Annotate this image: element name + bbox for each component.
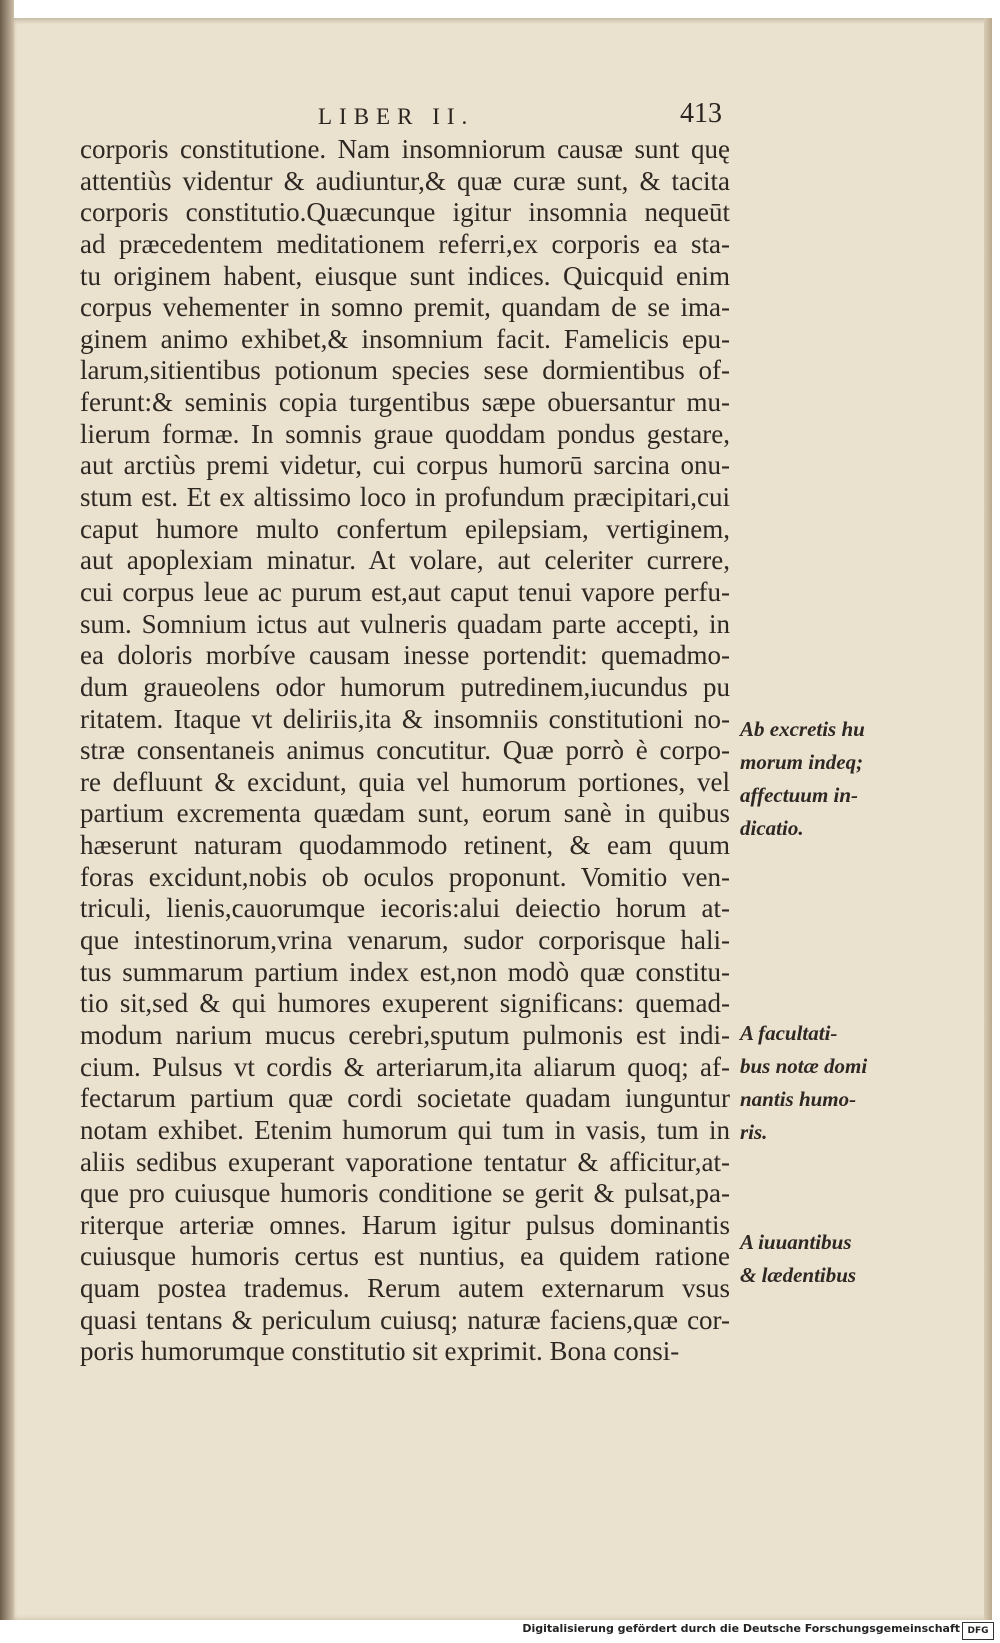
page-number: 413 <box>680 98 722 129</box>
text-line: triculi, lienis,cauorumque iecoris:alui deiectio horum at- <box>80 893 730 924</box>
text-line: corporis constitutione. Nam insomniorum causæ sunt quę <box>80 134 730 164</box>
text-line: attentiùs videntur & audiuntur,& quæ curæ sunt, & tacita <box>80 165 730 196</box>
text-line: re defluunt & excidunt, quia vel humorum portiones, vel <box>80 766 730 797</box>
running-head-title: LIBER II. <box>318 104 475 129</box>
marginal-note <box>740 1226 880 1292</box>
text-line: caput humore multo confertum epilepsiam, vertiginem, <box>80 513 730 544</box>
text-line: tio sit,sed & qui humores exuperent significans: quemad- <box>80 988 730 1019</box>
text-line: larum,sitientibus potionum species sese dormientibus of- <box>80 355 730 386</box>
text-line: stum est. Et ex altissimo loco in profundum præcipitari,cui <box>80 482 730 513</box>
text-line: cui corpus leue ac purum est,aut caput tenui vapore perfu- <box>80 576 730 607</box>
text-line: ginem animo exhibet,& insomnium facit. Famelicis epu- <box>80 323 730 354</box>
text-line: aliis sedibus exuperant vaporatione tentatur & afficitur,at- <box>80 1146 730 1177</box>
text-line: poris humorumque constitutio sit exprimit. Bona consi- <box>80 1336 680 1367</box>
text-line: fectarum partium quæ cordi societate quadam iunguntur <box>80 1083 730 1114</box>
dfg-logo-icon <box>962 1622 994 1640</box>
text-line: lierum formæ. In somnis graue quoddam pondus gestare, <box>80 418 730 449</box>
text-line: quam postea trademus. Rerum autem externarum vsus <box>80 1273 730 1304</box>
text-line: sum. Somnium ictus aut vulneris quadam parte accepti, in <box>80 608 730 639</box>
text-line: cuiusque humoris certus est nuntius, ea quidem ratione <box>80 1241 730 1272</box>
marginal-note-line: A facultati- <box>740 1021 838 1045</box>
marginal-note-line: nantis humo- <box>740 1087 857 1111</box>
text-line: tus summarum partium index est,non modò quæ constitu- <box>80 956 730 987</box>
text-line: cium. Pulsus vt cordis & arteriarum,ita aliarum quoq; af- <box>80 1051 730 1082</box>
text-line: dum graueolens odor humorum putredinem,iucundus pu <box>80 671 730 702</box>
text-line: partium excrementa quædam sunt, eorum sanè in quibus <box>80 798 730 829</box>
text-line: hæserunt naturam quodammodo retinent, & eam quum <box>80 830 730 861</box>
marginal-note <box>740 1017 880 1149</box>
marginal-note-line: affectuum in- <box>740 783 859 807</box>
dfg-logo-text: DFG <box>967 1626 989 1636</box>
footer-strip <box>0 1620 1000 1643</box>
marginal-note-line: morum indeq; <box>740 750 864 774</box>
text-line: que pro cuiusque humoris conditione se gerit & pulsat,pa- <box>80 1178 730 1209</box>
marginal-note-line: dicatio. <box>740 816 804 840</box>
text-line: notam exhibet. Etenim humorum qui tum in vasis, tum in <box>80 1114 730 1145</box>
funding-credit: Digitalisierung gefördert durch die Deutsche Forschungsgemeinschaft <box>522 1622 960 1635</box>
text-line: stræ consentaneis animus concutitur. Quæ porrò è corpo- <box>80 735 730 766</box>
text-line: ferunt:& seminis copia turgentibus sæpe obuersantur mu- <box>80 387 730 418</box>
text-line: que intestinorum,vrina venarum, sudor corporisque hali- <box>80 925 730 956</box>
text-line: aut arctiùs premi videtur, cui corpus humorū sarcina onu- <box>80 450 730 481</box>
marginal-note-line: bus notæ domi <box>740 1054 868 1078</box>
text-line: riterque arteriæ omnes. Harum igitur pulsus dominantis <box>80 1209 730 1240</box>
text-line: tu originem habent, eiusque sunt indices. Quicquid enim <box>80 260 730 291</box>
marginal-note <box>740 713 880 845</box>
text-line: modum narium mucus cerebri,sputum pulmonis est indi- <box>80 1019 730 1050</box>
marginal-note-line: & lædentibus <box>740 1263 857 1287</box>
book-gutter-shadow <box>0 0 14 1620</box>
running-head <box>0 92 1000 132</box>
marginal-note-line: A iuuantibus <box>740 1230 852 1254</box>
text-line: ritatem. Itaque vt deliriis,ita & insomniis constitutioni no- <box>80 703 730 734</box>
text-line: corpus vehementer in somno premit, quandam de se ima- <box>80 292 730 323</box>
page-edge <box>984 18 992 1620</box>
text-line: ea doloris morbíve causam inesse portendit: quemadmo- <box>80 640 730 671</box>
marginal-note-line: Ab excretis hu <box>740 717 865 741</box>
text-line: quasi tentans & periculum cuiusq; naturæ faciens,quæ cor- <box>80 1304 730 1335</box>
text-line: foras excidunt,nobis ob oculos proponunt. Vomitio ven- <box>80 861 730 892</box>
main-text-block <box>80 134 730 1368</box>
text-line: ad præcedentem meditationem referri,ex corporis ea sta- <box>80 228 730 259</box>
text-line: aut apoplexiam minatur. At volare, aut celeriter currere, <box>80 545 730 576</box>
text-line: corporis constitutio.Quæcunque igitur insomnia nequeūt <box>80 197 730 228</box>
marginal-note-line: ris. <box>740 1120 768 1144</box>
